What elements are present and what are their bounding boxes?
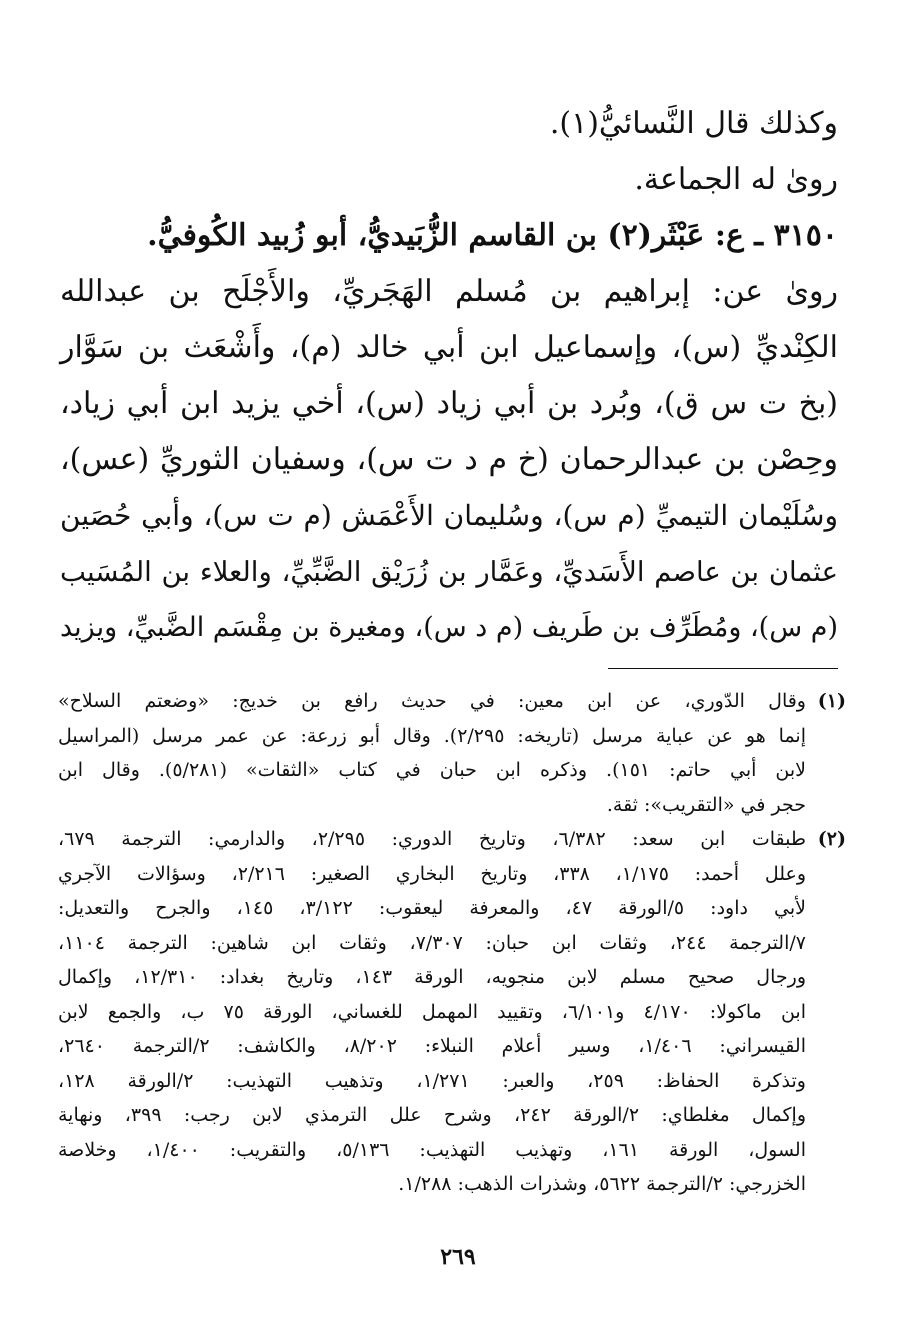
text-line: روىٰ عن: إبراهيم بن مُسلم الهَجَريِّ، والأَجْلَح بن عبدالله (60, 274, 838, 309)
footnote-number: (١) (817, 690, 846, 712)
text-line: وكذلك قال النَّسائيُّ(١). (549, 106, 838, 141)
footnote-line: ٧/الترجمة ٢٤٤، وثقات ابن حبان: ٧/٣٠٧، وثقات ابن شاهين: الترجمة ١١٠٤، (58, 931, 806, 954)
footnote-line: وقال الدّوري، عن ابن معين: في حديث رافع بن خديج: «وضعتم السلاح» (58, 690, 806, 712)
main-text (60, 96, 838, 656)
footnote-line: الخزرجي: ٢/الترجمة ٥٦٢٢، وشذرات الذهب: ١/٢٨٨. (398, 1173, 806, 1195)
footnote-line: القيسراني: ١/٤٠٦، وسير أعلام النبلاء: ٨/٢٠٢، والكاشف: ٢/الترجمة ٢٦٤٠، (58, 1035, 806, 1057)
footnote-line: حجر في «التقريب»: ثقة. (606, 793, 806, 816)
footnote-line: وعلل أحمد: ١/١٧٥، ٣٣٨، وتاريخ البخاري الصغير: ٢/٢١٦، وسؤالات الآجري (58, 862, 807, 885)
text-line: عثمان بن عاصم الأَسَديِّ، وعَمَّار بن زُرَيْق الضَّبِّيِّ، والعلاء بن المُسَيب (60, 556, 838, 588)
footnote-line: طبقات ابن سعد: ٦/٣٨٢، وتاريخ الدوري: ٢/٢٩٥، والدارمي: الترجمة ٦٧٩، (58, 828, 806, 850)
text-line: وحِصْن بن عبدالرحمان (خ م د ت س)، وسفيان الثوريِّ (عس)، (60, 442, 838, 477)
entry-heading: ٣١٥٠ ـ ع: عَبْثَر(٢) بن القاسم الزُّبَيديُّ، أبو زُبيد الكُوفيُّ. (147, 218, 838, 253)
footnote-separator (608, 668, 838, 669)
footnote-line: وتذكرة الحفاظ: ٢٥٩، والعبر: ١/٢٧١، وتذهيب التهذيب: ٢/الورقة ١٢٨، (58, 1069, 806, 1092)
footnote-line: إنما هو عن عباية مرسل (تاريخه: ٢/٢٩٥). وقال أبو زرعة: عن عمر مرسل (المراسيل (58, 724, 806, 747)
footnotes (58, 684, 846, 1202)
text-line: (م س)، ومُطَرِّف بن طَريف (م د س)، ومغيرة بن مِقْسَم الضَّبيِّ، ويزيد (60, 612, 838, 643)
footnote-line: ورجال صحيح مسلم لابن منجويه، الورقة ١٤٣، وتاريخ بغداد: ١٢/٣١٠، وإكمال (58, 966, 806, 988)
footnote (58, 684, 846, 822)
footnote-line: لأبي داود: ٥/الورقة ٤٧، والمعرفة ليعقوب: ٣/١٢٢، ١٤٥، والجرح والتعديل: (58, 897, 806, 919)
footnote-body (58, 822, 806, 1202)
text-line: (بخ ت س ق)، وبُرد بن أبي زياد (س)، أخي يزيد ابن أبي زياد، (60, 386, 838, 421)
footnote-line: لابن أبي حاتم: ١٥١). وذكره ابن حبان في كتاب «الثقات» (٥/٢٨١). وقال ابن (58, 759, 806, 781)
footnote-line: وإكمال مغلطاي: ٢/الورقة ٢٤٢، وشرح علل الترمذي لابن رجب: ٣٩٩، ونهاية (58, 1104, 806, 1126)
footnote-line: ابن ماكولا: ٤/١٧٠ و٦/١٠١، وتقييد المهمل للغساني، الورقة ٧٥ ب، والجمع لابن (58, 1000, 806, 1023)
page-number: ٢٦٩ (440, 1244, 476, 1270)
footnote-body (58, 684, 806, 822)
footnote (58, 822, 846, 1202)
footnote-number: (٢) (817, 828, 846, 850)
text-line: روىٰ له الجماعة. (634, 162, 838, 197)
text-line: وسُلَيْمان التيميِّ (م س)، وسُليمان الأَعْمَش (م ت س)، وأبي حُصَين (60, 499, 838, 532)
footnote-line: السول، الورقة ١٦١، وتهذيب التهذيب: ٥/١٣٦، والتقريب: ١/٤٠٠، وخلاصة (58, 1138, 806, 1161)
text-line: الكِنْديِّ (س)، وإسماعيل ابن أبي خالد (م)، وأَشْعَث بن سَوَّار (60, 330, 838, 365)
